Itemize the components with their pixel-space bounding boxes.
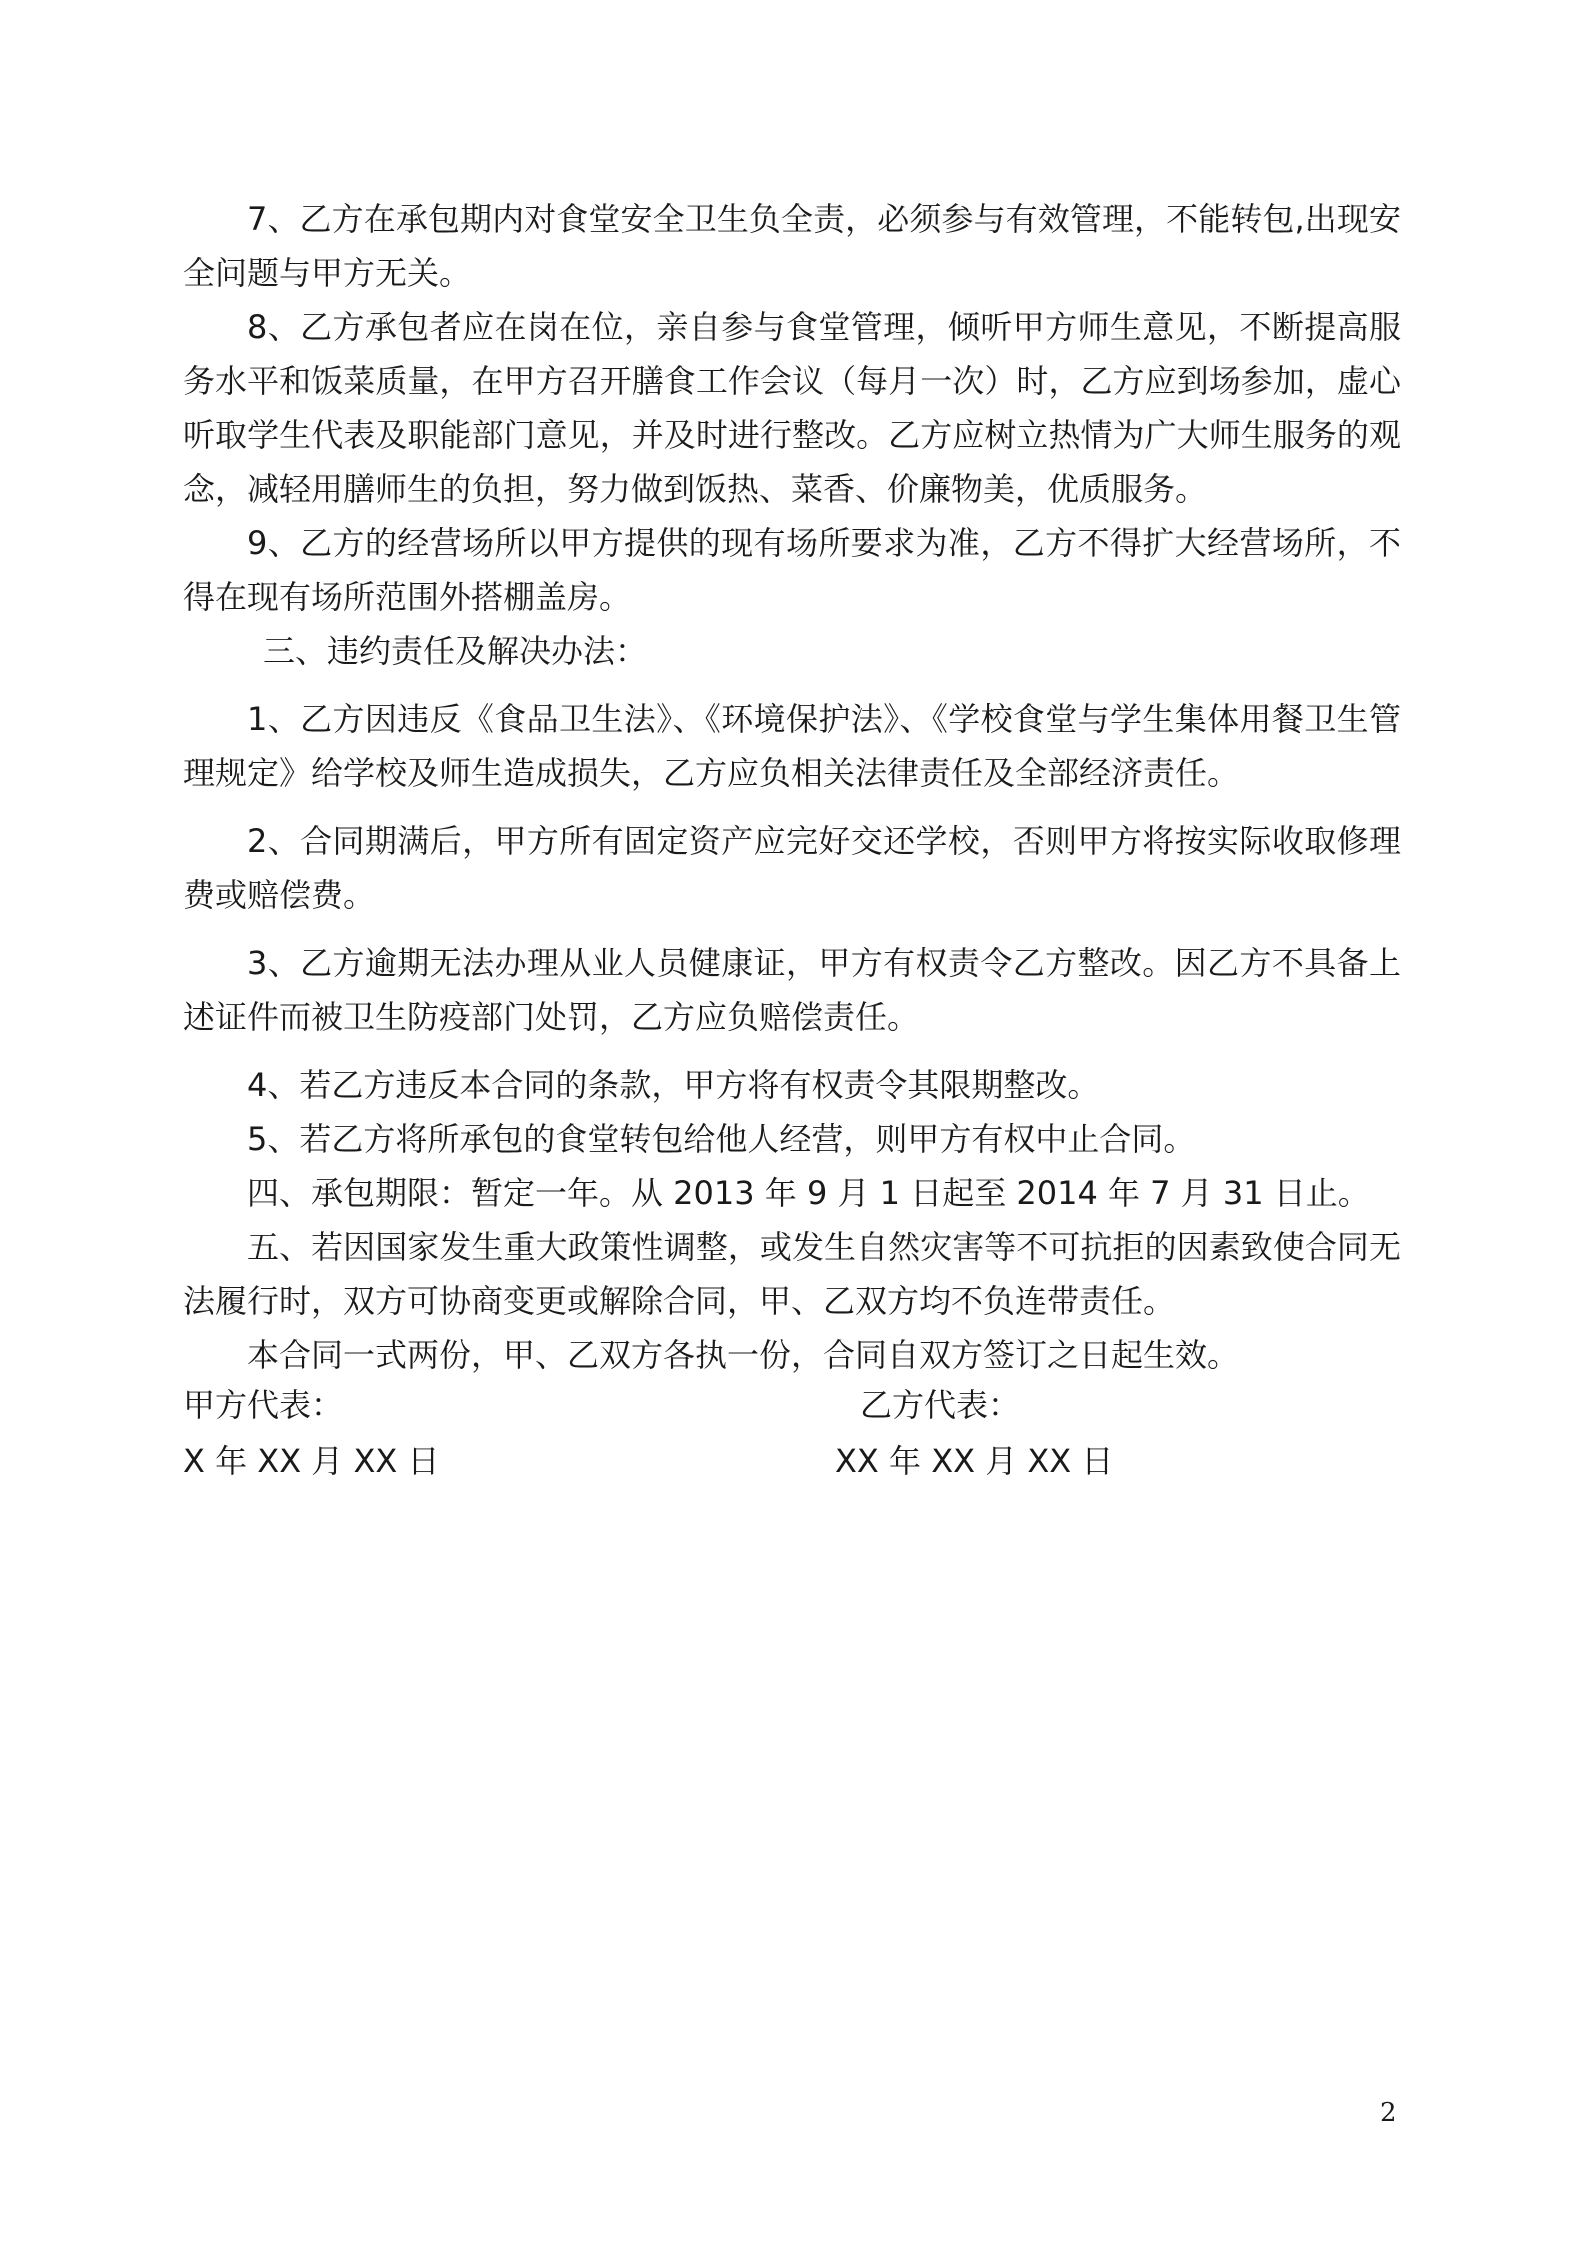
clause-9: 9、乙方的经营场所以甲方提供的现有场所要求为准，乙方不得扩大经营场所，不得在现有场所范围外搭棚盖房。 <box>183 524 1401 616</box>
party-b-label: 乙方代表： <box>860 1386 1021 1424</box>
section-3-heading: 三、违约责任及解决办法： <box>263 632 648 670</box>
page-number: 2 <box>1380 2098 1397 2128</box>
section-5-force-majeure: 五、若因国家发生重大政策性调整，或发生自然灾害等不可抗拒的因素致使合同无法履行时，双方可协商变更或解除合同，甲、乙双方均不负连带责任。 <box>183 1228 1401 1320</box>
breach-item-1: 1、乙方因违反《食品卫生法》、《环境保护法》、《学校食堂与学生集体用餐卫生管理规定》给学校及师生造成损失，乙方应负相关法律责任及全部经济责任。 <box>183 700 1401 792</box>
breach-item-3: 3、乙方逾期无法办理从业人员健康证，甲方有权责令乙方整改。因乙方不具备上述证件而被卫生防疫部门处罚，乙方应负赔偿责任。 <box>183 944 1401 1036</box>
party-b-date: XX 年 XX 月 XX 日 <box>835 1442 1114 1480</box>
clause-8: 8、乙方承包者应在岗在位，亲自参与食堂管理，倾听甲方师生意见，不断提高服务水平和饭菜质量，在甲方召开膳食工作会议（每月一次）时，乙方应到场参加，虚心听取学生代表及职能部门意见，并及时进行整改。乙方应树立热情为广大师生服务的观念，减轻用膳师生的负担，努力做到饭热、菜香、价廉物美，优质服务。 <box>183 308 1401 508</box>
clause-7: 7、乙方在承包期内对食堂安全卫生负全责，必须参与有效管理，不能转包,出现安全问题与甲方无关。 <box>183 200 1401 292</box>
closing-statement: 本合同一式两份，甲、乙双方各执一份，合同自双方签订之日起生效。 <box>247 1336 1240 1374</box>
breach-item-4: 4、若乙方违反本合同的条款，甲方将有权责令其限期整改。 <box>247 1066 1100 1104</box>
section-4-term: 四、承包期限：暂定一年。从 2013 年 9 月 1 日起至 2014 年 7 月 31 日止。 <box>247 1174 1370 1212</box>
party-a-date: X 年 XX 月 XX 日 <box>183 1442 440 1480</box>
breach-item-2: 2、合同期满后，甲方所有固定资产应完好交还学校，否则甲方将按实际收取修理费或赔偿费。 <box>183 822 1401 914</box>
contract-body <box>183 192 1401 1382</box>
party-a-label: 甲方代表： <box>183 1386 344 1424</box>
breach-item-5: 5、若乙方将所承包的食堂转包给他人经营，则甲方有权中止合同。 <box>247 1120 1196 1158</box>
